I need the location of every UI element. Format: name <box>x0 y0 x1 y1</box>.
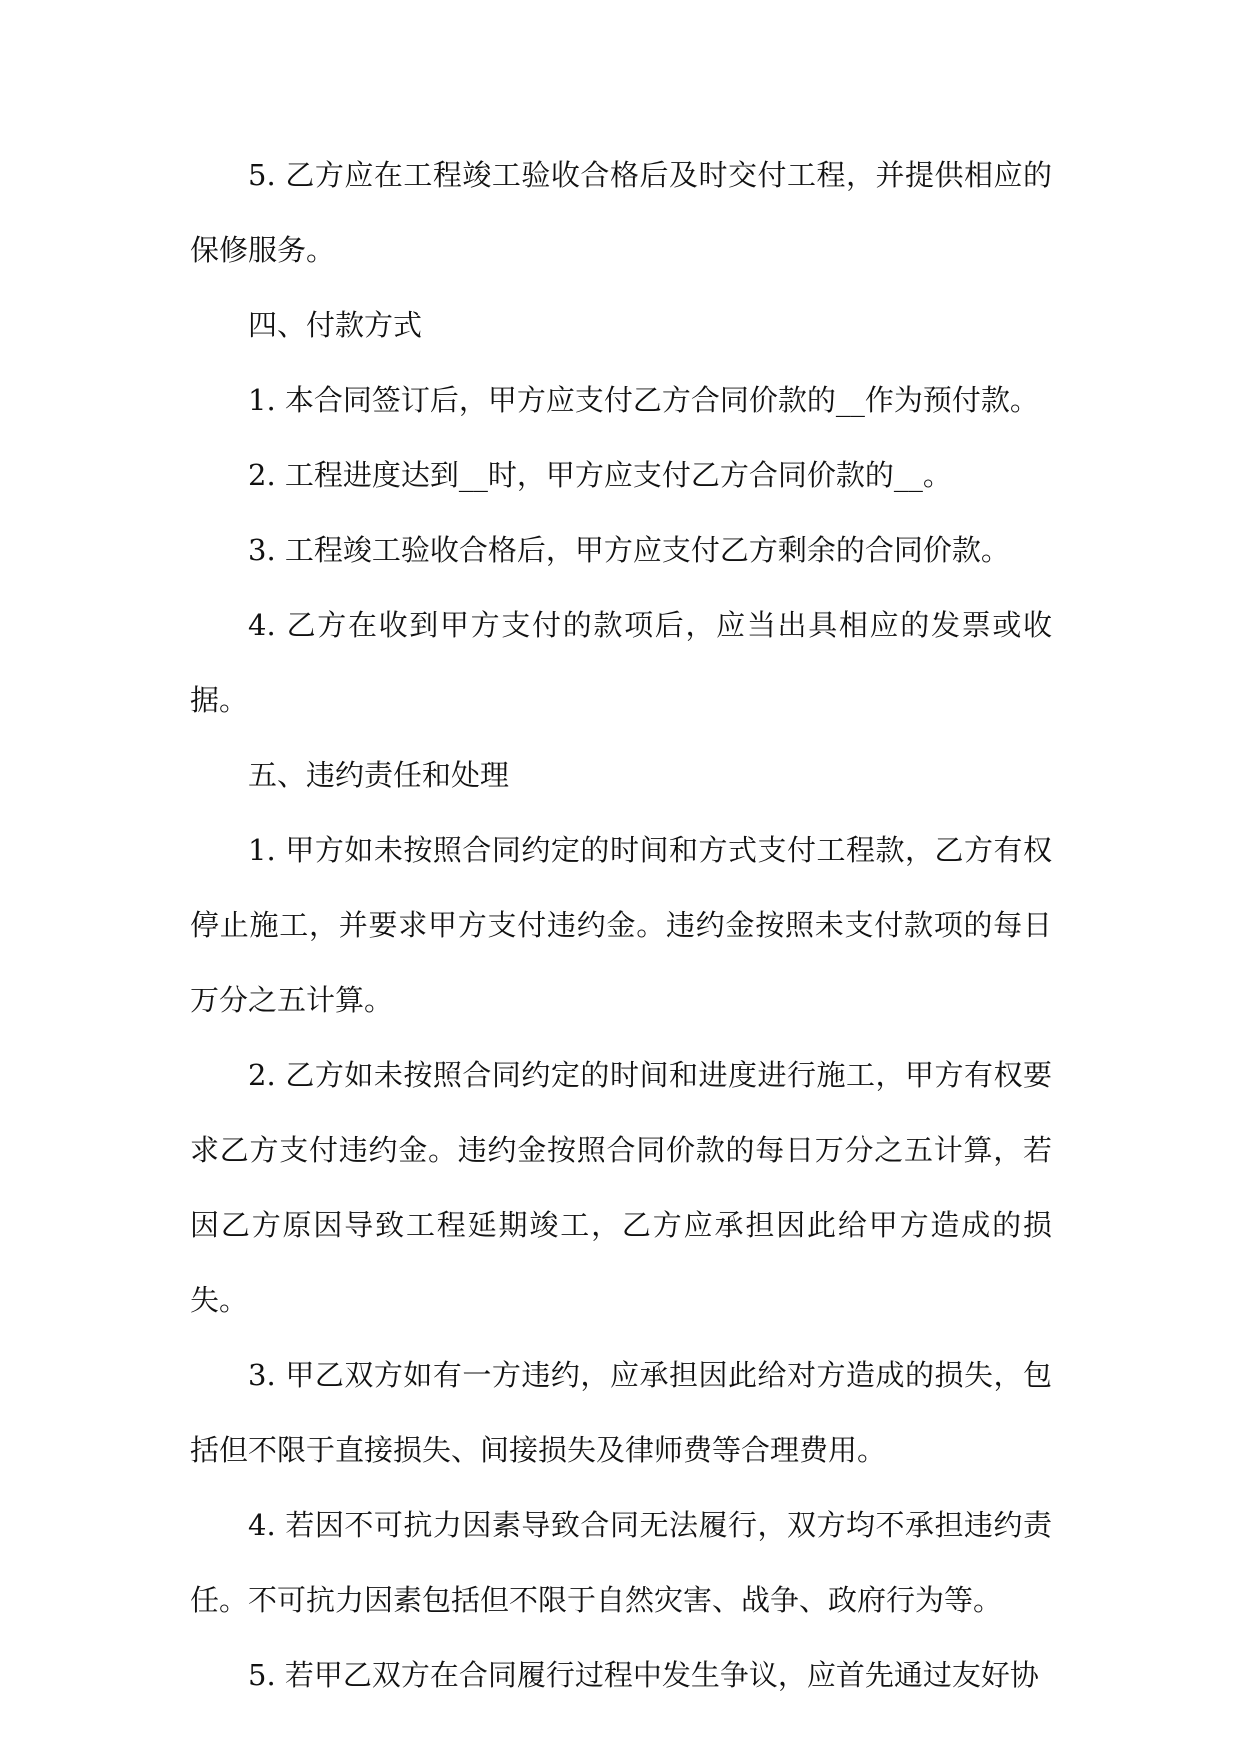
section-4-heading: 四、付款方式 <box>248 308 423 342</box>
clause-4-3-paragraph: 3. 工程竣工验收合格后，甲方应支付乙方剩余的合同价款。 <box>248 533 1010 567</box>
clause-5-2-paragraph: 2. 乙方如未按照合同约定的时间和进度进行施工，甲方有权要求乙方支付违约金。违约金按照合同价款的每日万分之五计算，若因乙方原因导致工程延期竣工，乙方应承担因此给甲方造成的损失。 <box>190 1058 1052 1317</box>
clause-4-4-paragraph: 4. 乙方在收到甲方支付的款项后，应当出具相应的发票或收据。 <box>190 608 1052 717</box>
document-body <box>190 138 1052 1713</box>
clause-4-1-paragraph: 1. 本合同签订后，甲方应支付乙方合同价款的__作为预付款。 <box>248 383 1039 417</box>
clause-3-5-paragraph: 5. 乙方应在工程竣工验收合格后及时交付工程，并提供相应的保修服务。 <box>190 158 1052 267</box>
clause-4-2-paragraph: 2. 工程进度达到__时，甲方应支付乙方合同价款的__。 <box>248 458 952 492</box>
clause-5-3-paragraph: 3. 甲乙双方如有一方违约，应承担因此给对方造成的损失，包括但不限于直接损失、间接损失及律师费等合理费用。 <box>190 1358 1052 1467</box>
clause-5-4-paragraph: 4. 若因不可抗力因素导致合同无法履行，双方均不承担违约责任。不可抗力因素包括但不限于自然灾害、战争、政府行为等。 <box>190 1508 1052 1617</box>
clause-5-1-paragraph: 1. 甲方如未按照合同约定的时间和方式支付工程款，乙方有权停止施工，并要求甲方支付违约金。违约金按照未支付款项的每日万分之五计算。 <box>190 833 1052 1017</box>
clause-5-5-paragraph: 5. 若甲乙双方在合同履行过程中发生争议，应首先通过友好协 <box>248 1658 1039 1692</box>
section-5-heading: 五、违约责任和处理 <box>248 758 510 792</box>
